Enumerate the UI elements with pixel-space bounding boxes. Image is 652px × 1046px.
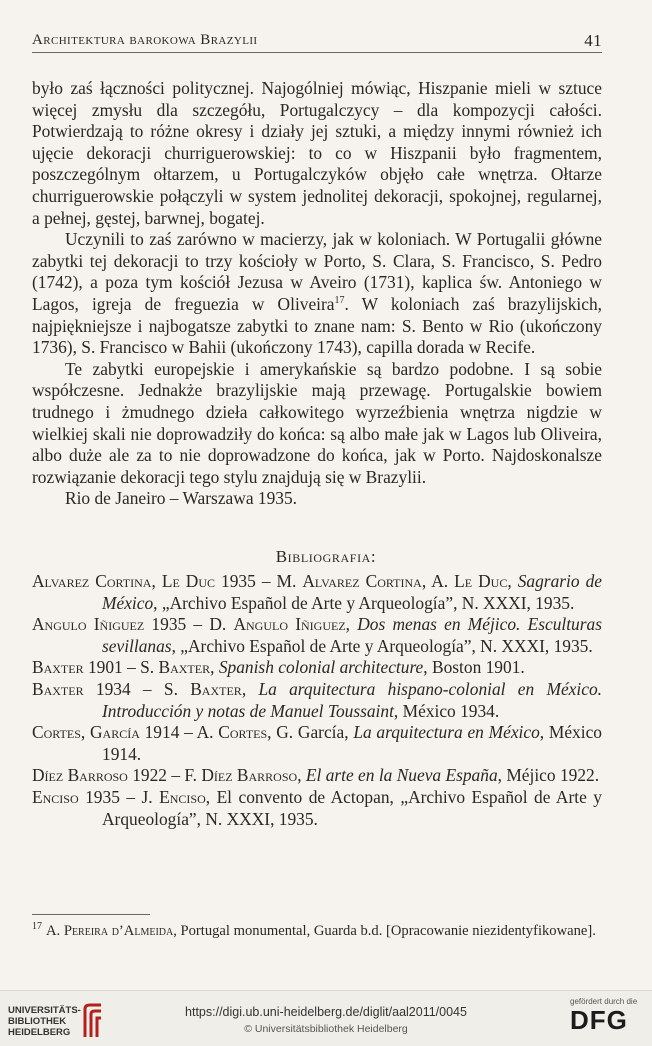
entry-key: Baxter xyxy=(32,678,84,699)
entry-text: , „Archivo Español de Arte y Arqueología”, N. XXXI, 1935. xyxy=(171,635,593,656)
entry-text: 1922 – F. xyxy=(127,765,202,786)
entry-text: , México 1934. xyxy=(393,700,500,721)
entry-author: Enciso xyxy=(159,786,206,807)
paragraph xyxy=(32,229,602,359)
body-text xyxy=(32,78,602,510)
entry-text: , El convento de Actopan, „Archivo Español de Arte y Arqueología”, N. XXXI, 1935. xyxy=(102,786,602,829)
footnote-number: 17 xyxy=(32,921,42,933)
dfg-logo[interactable] xyxy=(570,997,640,1034)
footnote xyxy=(32,922,602,941)
permalink-url[interactable]: https://digi.ub.uni-heidelberg.de/diglit/aal2011/0045 xyxy=(185,1005,467,1019)
copyright-note: © Universitätsbibliothek Heidelberg xyxy=(244,1023,408,1035)
bibliography-entry xyxy=(32,765,602,787)
entry-text: 1935 – M. xyxy=(215,571,303,591)
entry-key: Díez Barroso xyxy=(32,765,128,786)
entry-title: La arquitectura hispano-colonial en México. Introducción y notas de Manuel Toussaint xyxy=(102,678,602,721)
entry-text: , xyxy=(345,614,358,635)
entry-key: Cortes, García xyxy=(32,722,140,743)
viewer-footer xyxy=(0,990,652,1046)
entry-author: Baxter xyxy=(158,657,211,678)
entry-author: Alvarez Cortina, A. Le Duc xyxy=(302,571,508,591)
footnote-author: A. Pereira d’Almeida xyxy=(46,923,174,939)
paragraph-text: Uczynili to zaś zarówno w macierzy, jak w koloniach. W Portugalii główne zabytki tej dekoracji to trzy kościoły w Porto, S. Clara, S. Francisco, S. Pedro (1742), a poza tym kościół Jezusa w Aveiro (1731), kaplica św. Antoniego w Lagos, igreja de freguezia w Oliveira xyxy=(32,229,602,314)
bibliography-entry xyxy=(32,614,602,657)
entry-title: La arquitectura en México xyxy=(353,722,540,743)
entry-text: , G. García, xyxy=(267,722,354,743)
entry-text: , „Archivo Español de Arte y Arqueología”, N. XXXI, 1935. xyxy=(153,592,575,613)
entry-text: , xyxy=(297,765,306,786)
place-date-line: Rio de Janeiro – Warszawa 1935. xyxy=(65,488,298,509)
funder-name: DFG xyxy=(570,1005,628,1035)
entry-text: 1935 – J. xyxy=(78,786,160,807)
funder-note: gefördert durch die xyxy=(570,997,638,1006)
entry-author: Díez Barroso xyxy=(201,765,298,786)
entry-title: Dos menas en Méjico. Esculturas sevillanas xyxy=(102,614,602,656)
footnote-ref: 17 xyxy=(334,295,345,307)
entry-key: Angulo Iñiguez xyxy=(32,614,145,635)
library-name-line: BIBLIOTHEK xyxy=(8,1016,67,1027)
page-number: 41 xyxy=(584,31,602,50)
entry-text: 1914 – A. xyxy=(139,722,219,743)
entry-key: Baxter xyxy=(32,657,84,678)
footnote-rule xyxy=(32,914,150,915)
entry-text: , Méjico 1922. xyxy=(497,765,600,786)
paragraph-text: . W koloniach zaś brazylijskich, najpiękniejsze i najbogatsze zabytki to znane nam: S. Bento w Rio (ukończony 1736), S. Francisco w Bahii (ukończony 1743), capilla dorada w Recife. xyxy=(32,293,602,358)
entry-text: 1934 – S. xyxy=(83,678,191,699)
library-name-line: HEIDELBERG xyxy=(8,1027,71,1038)
entry-text: , Boston 1901. xyxy=(423,657,525,678)
running-header xyxy=(32,30,602,53)
entry-author: Cortes xyxy=(218,722,268,743)
entry-text: , xyxy=(210,657,219,678)
entry-text: , xyxy=(241,678,259,699)
entry-author: Baxter xyxy=(190,678,242,699)
bibliography-entry xyxy=(32,657,602,679)
bibliography-heading: Bibliografia: xyxy=(275,547,377,566)
bibliography-entry xyxy=(32,679,602,722)
bibliography-entry xyxy=(32,571,602,614)
entry-key: Enciso xyxy=(32,786,79,807)
entry-title: El arte en la Nueva España xyxy=(305,765,498,786)
entry-title: Spanish colonial architecture xyxy=(218,657,424,678)
entry-text: , xyxy=(507,571,518,591)
library-name-line: UNIVERSITÄTS- xyxy=(8,1005,81,1016)
entry-author: Angulo Iñiguez xyxy=(233,614,346,635)
bibliography-entry xyxy=(32,722,602,765)
entry-text: , México 1914. xyxy=(102,722,602,764)
entry-text: 1935 – D. xyxy=(144,614,234,635)
running-title: Architektura barokowa Brazylii xyxy=(32,32,258,48)
entry-title: Sagrario de México xyxy=(102,571,602,613)
footnote-text: , Portugal monumental, Guarda b.d. [Opracowanie niezidentyfikowane]. xyxy=(173,923,596,939)
bibliography-entry xyxy=(32,787,602,830)
entry-key: Alvarez Cortina, Le Duc xyxy=(32,571,216,591)
bibliography-list xyxy=(32,571,602,830)
paragraph: było zaś łączności politycznej. Najogólniej mówiąc, Hiszpanie mieli w sztuce więcej zmysłu dla szczegółu, Portugalczycy – dla kompozycji całości. Potwierdzają to różne okresy i działy jej sztuki, a między innymi również ich ujęcie dekoracji churriguerowskiej: to co w Hiszpanii było fragmentem, poszczególnym ołtarzem, u Portugalczyków objęło całe wnętrza. Ołtarze churriguerowskie połączyli w system jednolitej dekoracji, spokojnej, regularnej, a pełnej, gęstej, barwnej, bogatej. xyxy=(32,78,602,228)
entry-text: 1901 – S. xyxy=(83,657,159,678)
paragraph: Te zabytki europejskie i amerykańskie są bardzo podobne. I są sobie współczesne. Jednakże brazylijskie mają przewagę. Portugalskie bowiem trudnego i żmudnego dzieła całkowitego wyrzeźbienia wnętrza nigdzie w wielkiej skali nie doprowadziły do końca: są albo małe jak w Lagos lub Oliveira, albo duże ale za to nie doprowadzone do końca, jak w Porto. Najdoskonalsze rozwiązanie dekoracji tego stylu znajdują się w Brazylii. xyxy=(32,358,602,487)
